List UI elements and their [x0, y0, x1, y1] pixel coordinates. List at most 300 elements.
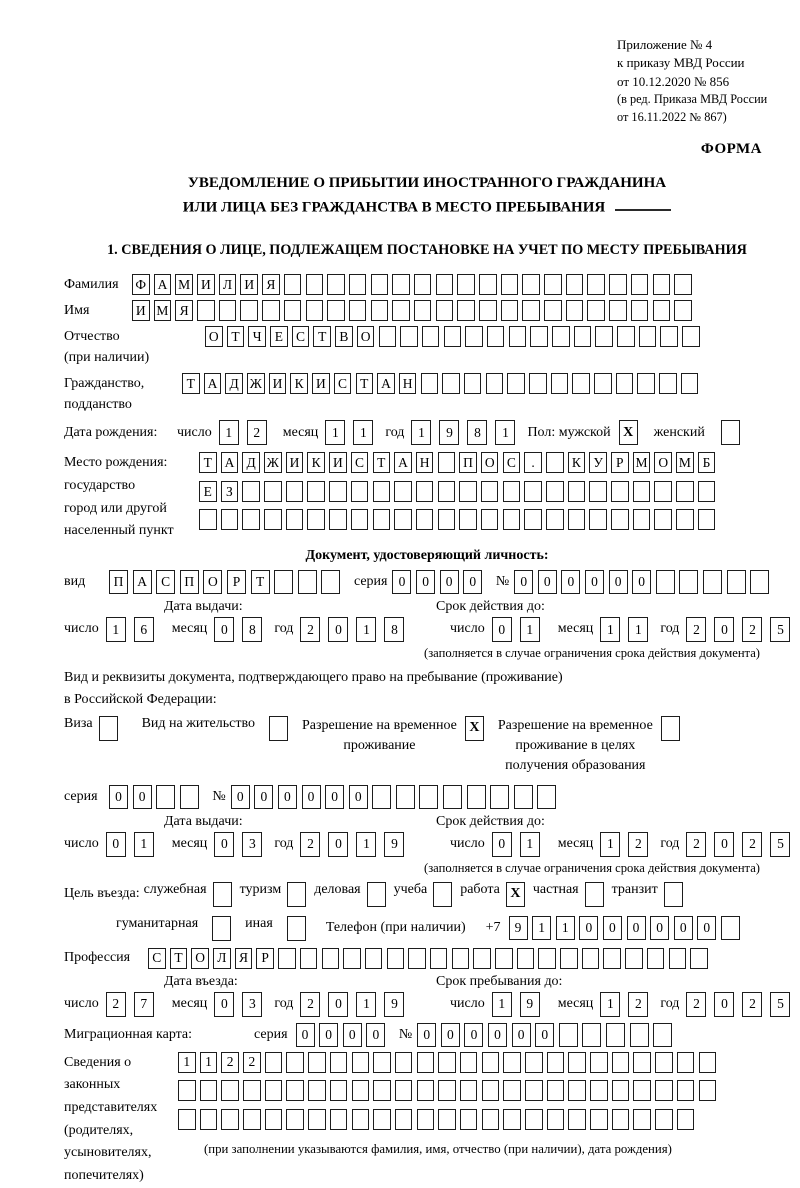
char-cell[interactable]: 1: [492, 992, 512, 1017]
char-cell[interactable]: [481, 481, 499, 502]
char-cell[interactable]: Е: [270, 326, 288, 347]
char-cell[interactable]: С: [156, 570, 175, 594]
char-cell[interactable]: [595, 326, 613, 347]
char-cell[interactable]: 2: [742, 617, 762, 642]
char-cell[interactable]: [265, 1052, 283, 1073]
char-cell[interactable]: [653, 1023, 672, 1047]
char-cell[interactable]: [690, 948, 708, 969]
char-cell[interactable]: [482, 1052, 500, 1073]
char-cell[interactable]: [503, 1080, 521, 1101]
char-cell[interactable]: С: [334, 373, 352, 394]
char-cell[interactable]: [676, 509, 694, 530]
char-cell[interactable]: Б: [698, 452, 716, 473]
char-cell[interactable]: [262, 300, 280, 321]
char-cell[interactable]: [352, 1109, 370, 1130]
char-cell[interactable]: 0: [302, 785, 321, 809]
char-cell[interactable]: [703, 570, 722, 594]
char-cell[interactable]: [590, 1080, 608, 1101]
char-cell[interactable]: [329, 509, 347, 530]
char-cell[interactable]: С: [503, 452, 521, 473]
char-cell[interactable]: У: [589, 452, 607, 473]
char-cell[interactable]: 1: [600, 617, 620, 642]
char-cell[interactable]: 9: [509, 916, 528, 940]
char-cell[interactable]: [669, 948, 687, 969]
char-cell[interactable]: [300, 948, 318, 969]
char-cell[interactable]: М: [676, 452, 694, 473]
char-cell[interactable]: [408, 948, 426, 969]
char-cell[interactable]: А: [394, 452, 412, 473]
char-cell[interactable]: [721, 420, 740, 445]
char-cell[interactable]: 1: [219, 420, 239, 445]
char-cell[interactable]: [589, 509, 607, 530]
char-cell[interactable]: [221, 509, 239, 530]
char-cell[interactable]: [501, 300, 519, 321]
char-cell[interactable]: [367, 882, 386, 907]
char-cell[interactable]: [525, 1109, 543, 1130]
char-cell[interactable]: 0: [254, 785, 273, 809]
char-cell[interactable]: [351, 481, 369, 502]
char-cell[interactable]: [286, 1080, 304, 1101]
char-cell[interactable]: Н: [416, 452, 434, 473]
char-cell[interactable]: [639, 326, 657, 347]
char-cell[interactable]: Р: [227, 570, 246, 594]
char-cell[interactable]: [373, 1109, 391, 1130]
char-cell[interactable]: 0: [106, 832, 126, 857]
char-cell[interactable]: [352, 1080, 370, 1101]
char-cell[interactable]: И: [132, 300, 150, 321]
char-cell[interactable]: [676, 481, 694, 502]
char-cell[interactable]: С: [292, 326, 310, 347]
char-cell[interactable]: [589, 481, 607, 502]
char-cell[interactable]: 0: [440, 570, 459, 594]
char-cell[interactable]: О: [203, 570, 222, 594]
char-cell[interactable]: 0: [609, 570, 628, 594]
char-cell[interactable]: [373, 1052, 391, 1073]
char-cell[interactable]: [343, 948, 361, 969]
char-cell[interactable]: [479, 274, 497, 295]
char-cell[interactable]: Т: [227, 326, 245, 347]
char-cell[interactable]: [568, 481, 586, 502]
char-cell[interactable]: 2: [628, 992, 648, 1017]
char-cell[interactable]: 0: [231, 785, 250, 809]
char-cell[interactable]: 1: [106, 617, 126, 642]
char-cell[interactable]: [660, 326, 678, 347]
char-cell[interactable]: [197, 300, 215, 321]
char-cell[interactable]: 1: [600, 832, 620, 857]
char-cell[interactable]: 0: [463, 570, 482, 594]
char-cell[interactable]: [306, 300, 324, 321]
char-cell[interactable]: [438, 452, 456, 473]
char-cell[interactable]: 2: [742, 832, 762, 857]
char-cell[interactable]: [654, 509, 672, 530]
char-cell[interactable]: А: [221, 452, 239, 473]
char-cell[interactable]: [274, 570, 293, 594]
char-cell[interactable]: П: [109, 570, 128, 594]
char-cell[interactable]: А: [154, 274, 172, 295]
char-cell[interactable]: Т: [199, 452, 217, 473]
char-cell[interactable]: Я: [235, 948, 253, 969]
char-cell[interactable]: [582, 948, 600, 969]
char-cell[interactable]: К: [307, 452, 325, 473]
char-cell[interactable]: 1: [200, 1052, 218, 1073]
char-cell[interactable]: 0: [585, 570, 604, 594]
char-cell[interactable]: 0: [714, 832, 734, 857]
char-cell[interactable]: 2: [686, 832, 706, 857]
char-cell[interactable]: [682, 326, 700, 347]
char-cell[interactable]: М: [633, 452, 651, 473]
char-cell[interactable]: [656, 570, 675, 594]
char-cell[interactable]: [637, 373, 655, 394]
char-cell[interactable]: [178, 1080, 196, 1101]
char-cell[interactable]: [661, 716, 680, 741]
char-cell[interactable]: [219, 300, 237, 321]
char-cell[interactable]: 8: [242, 617, 262, 642]
char-cell[interactable]: [287, 882, 306, 907]
char-cell[interactable]: Т: [313, 326, 331, 347]
char-cell[interactable]: 1: [325, 420, 345, 445]
char-cell[interactable]: [517, 948, 535, 969]
char-cell[interactable]: 0: [674, 916, 693, 940]
char-cell[interactable]: [677, 1052, 695, 1073]
char-cell[interactable]: [568, 509, 586, 530]
char-cell[interactable]: [625, 948, 643, 969]
char-cell[interactable]: [372, 785, 391, 809]
char-cell[interactable]: Ж: [247, 373, 265, 394]
char-cell[interactable]: [452, 948, 470, 969]
char-cell[interactable]: [617, 326, 635, 347]
char-cell[interactable]: [698, 481, 716, 502]
char-cell[interactable]: 1: [532, 916, 551, 940]
char-cell[interactable]: [507, 373, 525, 394]
char-cell[interactable]: 0: [714, 992, 734, 1017]
char-cell[interactable]: [525, 1052, 543, 1073]
char-cell[interactable]: [321, 570, 340, 594]
char-cell[interactable]: [99, 716, 118, 741]
char-cell[interactable]: [721, 916, 740, 940]
char-cell[interactable]: [473, 948, 491, 969]
char-cell[interactable]: [443, 785, 462, 809]
char-cell[interactable]: [199, 509, 217, 530]
char-cell[interactable]: [560, 948, 578, 969]
char-cell[interactable]: Д: [242, 452, 260, 473]
char-cell[interactable]: [242, 481, 260, 502]
char-cell[interactable]: [486, 373, 504, 394]
char-cell[interactable]: [438, 481, 456, 502]
char-cell[interactable]: [674, 274, 692, 295]
char-cell[interactable]: [674, 300, 692, 321]
char-cell[interactable]: [417, 1109, 435, 1130]
char-cell[interactable]: 9: [520, 992, 540, 1017]
char-cell[interactable]: Ж: [264, 452, 282, 473]
char-cell[interactable]: [590, 1052, 608, 1073]
char-cell[interactable]: [503, 509, 521, 530]
char-cell[interactable]: [699, 1080, 717, 1101]
char-cell[interactable]: 0: [488, 1023, 507, 1047]
char-cell[interactable]: И: [269, 373, 287, 394]
char-cell[interactable]: М: [175, 274, 193, 295]
char-cell[interactable]: 0: [514, 570, 533, 594]
char-cell[interactable]: [566, 274, 584, 295]
char-cell[interactable]: [633, 509, 651, 530]
char-cell[interactable]: [394, 509, 412, 530]
char-cell[interactable]: 6: [134, 617, 154, 642]
char-cell[interactable]: [655, 1080, 673, 1101]
char-cell[interactable]: 1: [520, 832, 540, 857]
char-cell[interactable]: 0: [392, 570, 411, 594]
char-cell[interactable]: Р: [611, 452, 629, 473]
char-cell[interactable]: 2: [686, 992, 706, 1017]
char-cell[interactable]: [438, 1109, 456, 1130]
char-cell[interactable]: [307, 509, 325, 530]
char-cell[interactable]: [430, 948, 448, 969]
char-cell[interactable]: [213, 882, 232, 907]
char-cell[interactable]: Ч: [248, 326, 266, 347]
char-cell[interactable]: [242, 509, 260, 530]
char-cell[interactable]: 7: [134, 992, 154, 1017]
char-cell[interactable]: П: [459, 452, 477, 473]
char-cell[interactable]: [594, 373, 612, 394]
char-cell[interactable]: [612, 1080, 630, 1101]
char-cell[interactable]: [349, 274, 367, 295]
char-cell[interactable]: [547, 1080, 565, 1101]
char-cell[interactable]: [286, 1109, 304, 1130]
char-cell[interactable]: 1: [495, 420, 515, 445]
char-cell[interactable]: 0: [561, 570, 580, 594]
char-cell[interactable]: [633, 1080, 651, 1101]
char-cell[interactable]: [392, 274, 410, 295]
char-cell[interactable]: [438, 1052, 456, 1073]
char-cell[interactable]: [547, 1109, 565, 1130]
char-cell[interactable]: [414, 300, 432, 321]
char-cell[interactable]: [609, 300, 627, 321]
char-cell[interactable]: 2: [628, 832, 648, 857]
char-cell[interactable]: [442, 373, 460, 394]
char-cell[interactable]: [200, 1109, 218, 1130]
char-cell[interactable]: [582, 1023, 601, 1047]
char-cell[interactable]: [200, 1080, 218, 1101]
char-cell[interactable]: [525, 1080, 543, 1101]
char-cell[interactable]: 0: [214, 992, 234, 1017]
char-cell[interactable]: 1: [356, 617, 376, 642]
char-cell[interactable]: [264, 509, 282, 530]
char-cell[interactable]: [653, 274, 671, 295]
char-cell[interactable]: [396, 785, 415, 809]
char-cell[interactable]: [329, 481, 347, 502]
char-cell[interactable]: [306, 274, 324, 295]
char-cell[interactable]: [633, 481, 651, 502]
char-cell[interactable]: [522, 274, 540, 295]
char-cell[interactable]: 0: [328, 992, 348, 1017]
char-cell[interactable]: [365, 948, 383, 969]
char-cell[interactable]: [265, 1080, 283, 1101]
char-cell[interactable]: 0: [325, 785, 344, 809]
char-cell[interactable]: .: [524, 452, 542, 473]
char-cell[interactable]: [546, 509, 564, 530]
char-cell[interactable]: [552, 326, 570, 347]
char-cell[interactable]: 0: [535, 1023, 554, 1047]
char-cell[interactable]: Т: [182, 373, 200, 394]
char-cell[interactable]: [482, 1109, 500, 1130]
char-cell[interactable]: [373, 1080, 391, 1101]
char-cell[interactable]: [395, 1109, 413, 1130]
char-cell[interactable]: 0: [650, 916, 669, 940]
char-cell[interactable]: [479, 300, 497, 321]
char-cell[interactable]: 2: [247, 420, 267, 445]
char-cell[interactable]: [395, 1080, 413, 1101]
char-cell[interactable]: [530, 326, 548, 347]
char-cell[interactable]: 8: [384, 617, 404, 642]
char-cell[interactable]: [611, 509, 629, 530]
char-cell[interactable]: 0: [492, 617, 512, 642]
char-cell[interactable]: [308, 1080, 326, 1101]
char-cell[interactable]: [394, 481, 412, 502]
char-cell[interactable]: [482, 1080, 500, 1101]
char-cell[interactable]: [240, 300, 258, 321]
char-cell[interactable]: [547, 1052, 565, 1073]
char-cell[interactable]: 1: [628, 617, 648, 642]
char-cell[interactable]: 0: [632, 570, 651, 594]
char-cell[interactable]: X: [506, 882, 525, 907]
char-cell[interactable]: [180, 785, 199, 809]
char-cell[interactable]: [459, 481, 477, 502]
char-cell[interactable]: 5: [770, 832, 790, 857]
char-cell[interactable]: К: [568, 452, 586, 473]
char-cell[interactable]: А: [133, 570, 152, 594]
char-cell[interactable]: [436, 300, 454, 321]
char-cell[interactable]: [503, 481, 521, 502]
char-cell[interactable]: [612, 1052, 630, 1073]
char-cell[interactable]: X: [465, 716, 484, 741]
char-cell[interactable]: [459, 509, 477, 530]
char-cell[interactable]: О: [654, 452, 672, 473]
char-cell[interactable]: [585, 882, 604, 907]
char-cell[interactable]: 0: [417, 1023, 436, 1047]
char-cell[interactable]: [460, 1052, 478, 1073]
char-cell[interactable]: [630, 1023, 649, 1047]
char-cell[interactable]: [603, 948, 621, 969]
char-cell[interactable]: [727, 570, 746, 594]
char-cell[interactable]: [654, 481, 672, 502]
char-cell[interactable]: [544, 274, 562, 295]
char-cell[interactable]: [308, 1052, 326, 1073]
char-cell[interactable]: 0: [512, 1023, 531, 1047]
char-cell[interactable]: [633, 1109, 651, 1130]
char-cell[interactable]: [221, 1080, 239, 1101]
char-cell[interactable]: [616, 373, 634, 394]
char-cell[interactable]: О: [357, 326, 375, 347]
char-cell[interactable]: [322, 948, 340, 969]
char-cell[interactable]: [308, 1109, 326, 1130]
char-cell[interactable]: 0: [627, 916, 646, 940]
char-cell[interactable]: [566, 300, 584, 321]
char-cell[interactable]: [568, 1109, 586, 1130]
char-cell[interactable]: [269, 716, 288, 741]
char-cell[interactable]: [631, 300, 649, 321]
char-cell[interactable]: 0: [579, 916, 598, 940]
char-cell[interactable]: 1: [411, 420, 431, 445]
char-cell[interactable]: [417, 1080, 435, 1101]
char-cell[interactable]: [653, 300, 671, 321]
char-cell[interactable]: Я: [175, 300, 193, 321]
char-cell[interactable]: [422, 326, 440, 347]
char-cell[interactable]: [278, 948, 296, 969]
char-cell[interactable]: [330, 1109, 348, 1130]
char-cell[interactable]: 1: [356, 992, 376, 1017]
char-cell[interactable]: [349, 300, 367, 321]
char-cell[interactable]: [379, 326, 397, 347]
char-cell[interactable]: [495, 948, 513, 969]
char-cell[interactable]: [457, 300, 475, 321]
char-cell[interactable]: П: [180, 570, 199, 594]
char-cell[interactable]: [286, 509, 304, 530]
char-cell[interactable]: [467, 785, 486, 809]
char-cell[interactable]: [611, 481, 629, 502]
char-cell[interactable]: 0: [464, 1023, 483, 1047]
char-cell[interactable]: [587, 274, 605, 295]
char-cell[interactable]: [574, 326, 592, 347]
char-cell[interactable]: 1: [178, 1052, 196, 1073]
char-cell[interactable]: 0: [343, 1023, 362, 1047]
char-cell[interactable]: [330, 1080, 348, 1101]
char-cell[interactable]: Р: [256, 948, 274, 969]
char-cell[interactable]: 3: [242, 992, 262, 1017]
char-cell[interactable]: 1: [556, 916, 575, 940]
char-cell[interactable]: [568, 1052, 586, 1073]
char-cell[interactable]: [457, 274, 475, 295]
char-cell[interactable]: X: [619, 420, 638, 445]
char-cell[interactable]: [544, 300, 562, 321]
char-cell[interactable]: [286, 481, 304, 502]
char-cell[interactable]: [419, 785, 438, 809]
char-cell[interactable]: [460, 1109, 478, 1130]
char-cell[interactable]: 2: [106, 992, 126, 1017]
char-cell[interactable]: 2: [300, 992, 320, 1017]
char-cell[interactable]: 2: [221, 1052, 239, 1073]
char-cell[interactable]: 2: [686, 617, 706, 642]
char-cell[interactable]: [307, 481, 325, 502]
char-cell[interactable]: Т: [373, 452, 391, 473]
char-cell[interactable]: [436, 274, 454, 295]
char-cell[interactable]: [522, 300, 540, 321]
char-cell[interactable]: [481, 509, 499, 530]
char-cell[interactable]: [609, 274, 627, 295]
char-cell[interactable]: [265, 1109, 283, 1130]
char-cell[interactable]: О: [481, 452, 499, 473]
char-cell[interactable]: [546, 452, 564, 473]
char-cell[interactable]: [464, 373, 482, 394]
char-cell[interactable]: [414, 274, 432, 295]
char-cell[interactable]: 1: [353, 420, 373, 445]
char-cell[interactable]: [587, 300, 605, 321]
char-cell[interactable]: 9: [439, 420, 459, 445]
char-cell[interactable]: [572, 373, 590, 394]
char-cell[interactable]: М: [154, 300, 172, 321]
char-cell[interactable]: [371, 274, 389, 295]
char-cell[interactable]: 0: [109, 785, 128, 809]
char-cell[interactable]: [509, 326, 527, 347]
char-cell[interactable]: [490, 785, 509, 809]
char-cell[interactable]: 0: [214, 617, 234, 642]
char-cell[interactable]: 2: [243, 1052, 261, 1073]
char-cell[interactable]: 0: [133, 785, 152, 809]
char-cell[interactable]: 1: [600, 992, 620, 1017]
char-cell[interactable]: И: [312, 373, 330, 394]
char-cell[interactable]: [373, 509, 391, 530]
char-cell[interactable]: [503, 1109, 521, 1130]
char-cell[interactable]: [631, 274, 649, 295]
char-cell[interactable]: 3: [242, 832, 262, 857]
char-cell[interactable]: [647, 948, 665, 969]
